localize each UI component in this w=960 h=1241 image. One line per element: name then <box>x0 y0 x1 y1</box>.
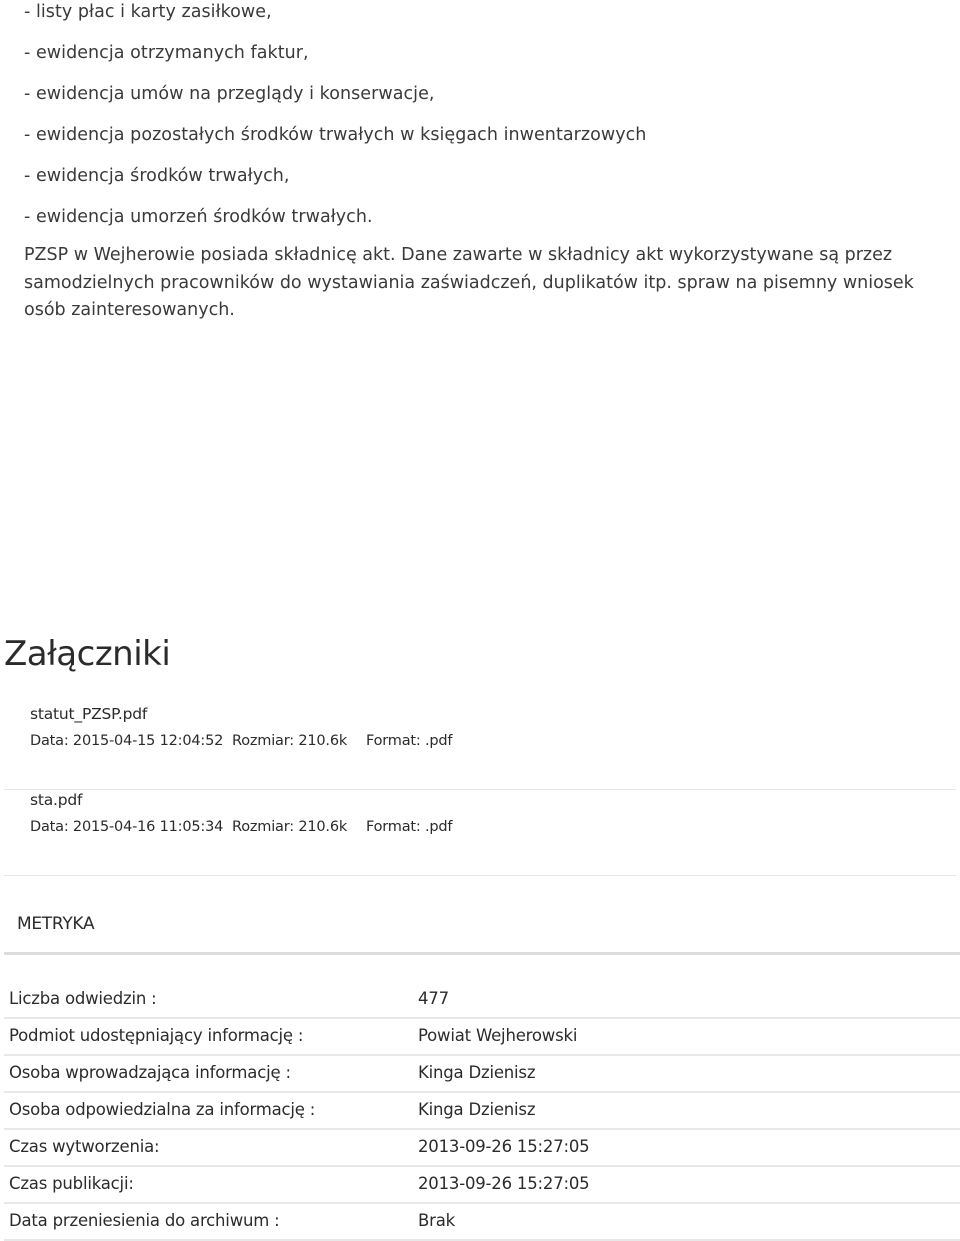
list-item: - ewidencja umorzeń środków trwałych. <box>24 207 373 227</box>
metryka-value: 2013-09-26 15:27:05 <box>418 1137 590 1156</box>
list-item: - ewidencja pozostałych środków trwałych w księgach inwentarzowych <box>24 125 647 145</box>
metryka-row <box>4 1202 960 1241</box>
metryka-label: Osoba odpowiedzialna za informację : <box>9 1100 316 1119</box>
metryka-value: Powiat Wejherowski <box>418 1026 578 1045</box>
archive-paragraph: PZSP w Wejherowie posiada składnicę akt. Dane zawarte w składnicy akt wykorzystywane są przez samodzielnych pracowników do wystawiania zaświadczeń, duplikatów itp. spraw na pisemny wniosek osób zainteresowanych. <box>24 245 914 320</box>
attachments-heading: Załączniki <box>4 634 171 674</box>
metryka-label: Data przeniesienia do archiwum : <box>9 1211 280 1230</box>
attachment-date: Data: 2015-04-15 12:04:52 <box>30 733 224 749</box>
attachment-link[interactable]: sta.pdf <box>30 791 83 809</box>
metryka-label: Liczba odwiedzin : <box>9 989 157 1008</box>
metryka-row <box>4 980 960 1019</box>
attachment-item <box>4 703 956 790</box>
list-item: - ewidencja otrzymanych faktur, <box>24 43 309 63</box>
metryka-title: METRYKA <box>17 914 95 934</box>
metryka-label: Czas publikacji: <box>9 1174 134 1193</box>
metryka-value: Kinga Dzienisz <box>418 1063 536 1082</box>
metryka-divider <box>4 952 960 955</box>
metryka-row <box>4 1054 960 1093</box>
metryka-value: Kinga Dzienisz <box>418 1100 536 1119</box>
attachment-size: Rozmiar: 210.6k <box>232 819 348 835</box>
metryka-row <box>4 1128 960 1167</box>
metryka-value: Brak <box>418 1211 455 1230</box>
list-item: - ewidencja środków trwałych, <box>24 166 290 186</box>
metryka-value: 2013-09-26 15:27:05 <box>418 1174 590 1193</box>
metryka-row <box>4 1091 960 1130</box>
list-item: - listy płac i karty zasiłkowe, <box>24 2 272 22</box>
metryka-label: Osoba wprowadzająca informację : <box>9 1063 291 1082</box>
metryka-row <box>4 1165 960 1204</box>
attachment-item <box>4 789 956 876</box>
metryka-label: Podmiot udostępniający informację : <box>9 1026 304 1045</box>
metryka-label: Czas wytworzenia: <box>9 1137 160 1156</box>
attachment-link[interactable]: statut_PZSP.pdf <box>30 705 148 723</box>
attachment-date: Data: 2015-04-16 11:05:34 <box>30 819 224 835</box>
attachment-size: Rozmiar: 210.6k <box>232 733 348 749</box>
metryka-row <box>4 1017 960 1056</box>
list-item: - ewidencja umów na przeglądy i konserwacje, <box>24 84 435 104</box>
metryka-value: 477 <box>418 989 449 1008</box>
attachment-format: Format: .pdf <box>366 733 453 749</box>
attachment-format: Format: .pdf <box>366 819 453 835</box>
